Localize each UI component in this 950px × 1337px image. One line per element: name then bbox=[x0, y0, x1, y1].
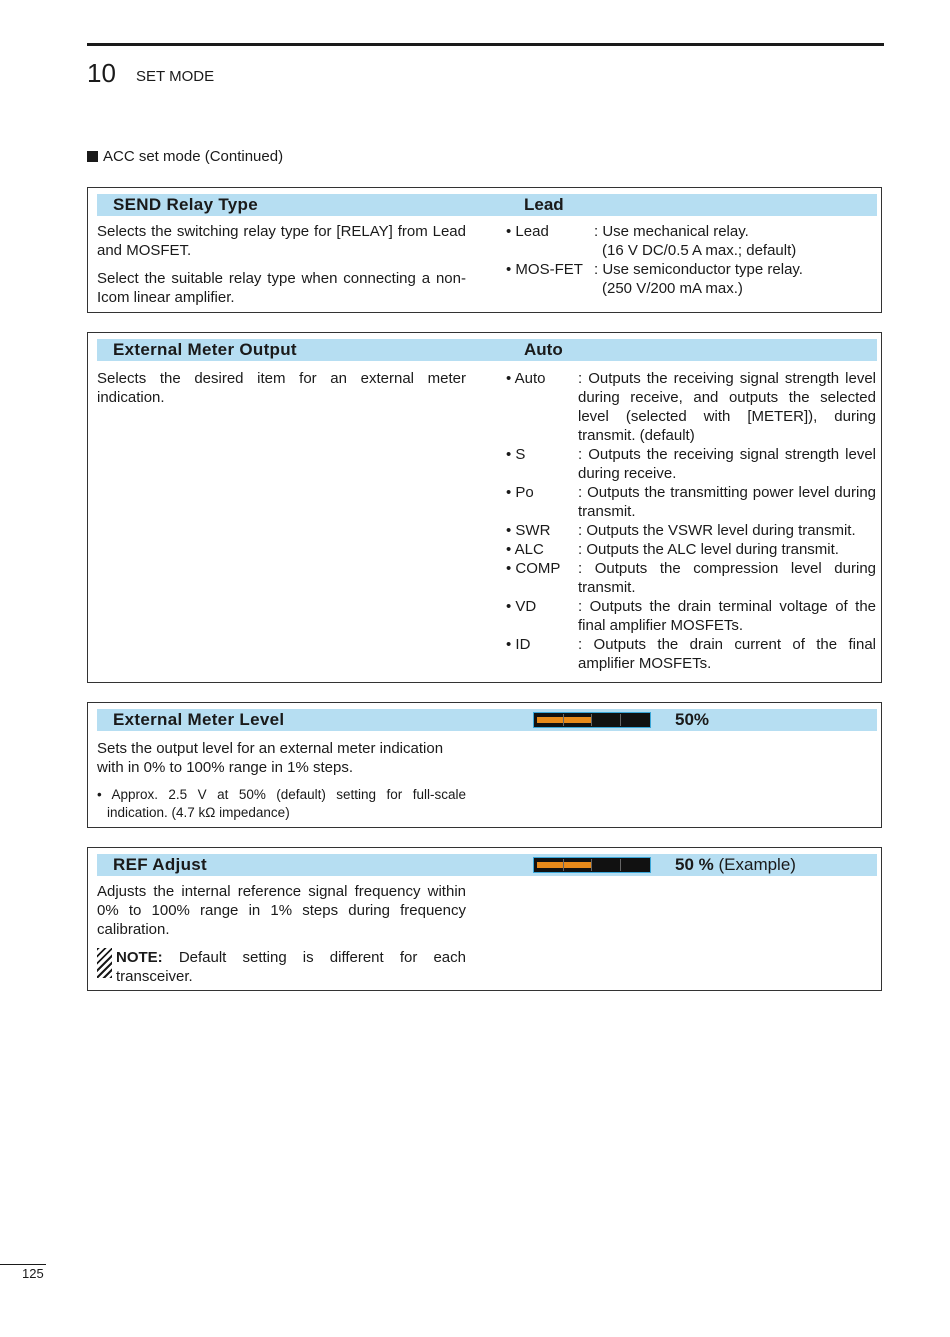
ext-meter-output-header bbox=[97, 339, 877, 361]
option-key: • Lead bbox=[506, 223, 549, 240]
level-meter-icon bbox=[533, 712, 651, 728]
ref-adjust-name: REF Adjust bbox=[113, 855, 207, 874]
note-hatch-icon bbox=[97, 948, 112, 978]
meter-divider bbox=[563, 714, 564, 726]
ref-adjust-note bbox=[97, 948, 466, 986]
option-text: : Outputs the transmitting power level during transmit. bbox=[578, 484, 876, 520]
chapter-number: 10 bbox=[87, 58, 116, 88]
option-desc: : Use semiconductor type relay. bbox=[594, 261, 803, 278]
external-meter-output-box bbox=[87, 332, 882, 683]
ext-meter-output-desc: Selects the desired item for an external meter indication. bbox=[97, 370, 466, 406]
list-item bbox=[506, 540, 876, 559]
ref-adjust-value-suffix: (Example) bbox=[718, 855, 796, 874]
ref-adjust-box bbox=[87, 847, 882, 991]
send-relay-options bbox=[506, 222, 876, 298]
ref-adjust-description bbox=[97, 882, 466, 986]
option-text: : Outputs the compression level during transmit. bbox=[578, 560, 876, 596]
ext-meter-output-name: External Meter Output bbox=[113, 340, 297, 359]
option-key: • Po bbox=[506, 484, 534, 501]
send-relay-desc-1: Selects the switching relay type for [RELAY] from Lead and MOSFET. bbox=[97, 223, 466, 259]
option-text bbox=[594, 222, 876, 260]
option-key: • MOS-FET bbox=[506, 261, 583, 278]
meter-divider bbox=[563, 859, 564, 871]
ext-meter-level-header bbox=[97, 709, 877, 731]
meter-fill bbox=[537, 862, 592, 868]
option-text: : Outputs the drain current of the final amplifier MOSFETs. bbox=[578, 636, 876, 672]
list-item bbox=[506, 369, 876, 445]
chapter-title: SET MODE bbox=[136, 68, 215, 85]
external-meter-level-box bbox=[87, 702, 882, 828]
send-relay-description bbox=[97, 222, 466, 316]
option-key: • ALC bbox=[506, 541, 544, 558]
list-item bbox=[506, 559, 876, 597]
ref-adjust-value bbox=[675, 855, 796, 875]
meter-divider bbox=[620, 859, 621, 871]
option-sub: (16 V DC/0.5 A max.; default) bbox=[602, 242, 797, 259]
send-relay-type-box bbox=[87, 187, 882, 313]
option-text: : Outputs the receiving signal strength level during receive, and outputs the selected level (selected with [METER]), during transmit. (default) bbox=[578, 370, 876, 444]
meter-fill bbox=[537, 717, 592, 723]
option-key: • COMP bbox=[506, 560, 561, 577]
option-key: • SWR bbox=[506, 522, 551, 539]
ref-adjust-desc: Adjusts the internal reference signal frequency within 0% to 100% range in 1% steps during frequency calibration. bbox=[97, 883, 466, 938]
option-sub: (250 V/200 mA max.) bbox=[602, 280, 743, 297]
option-key: • VD bbox=[506, 598, 537, 615]
meter-divider bbox=[620, 714, 621, 726]
ref-adjust-value-number: 50 % bbox=[675, 855, 714, 874]
bottom-rule bbox=[0, 1264, 46, 1265]
list-item bbox=[506, 222, 876, 260]
option-text: : Outputs the receiving signal strength level during receive. bbox=[578, 446, 876, 482]
note-label: NOTE: bbox=[116, 949, 163, 966]
section-heading-text: ACC set mode (Continued) bbox=[103, 148, 284, 165]
page-number: 125 bbox=[22, 1266, 44, 1281]
ext-meter-level-description bbox=[97, 739, 466, 822]
level-meter-icon bbox=[533, 857, 651, 873]
list-item bbox=[506, 445, 876, 483]
send-relay-name: SEND Relay Type bbox=[113, 195, 258, 214]
note-text: Default setting is different for each transceiver. bbox=[116, 949, 466, 985]
list-item bbox=[506, 521, 876, 540]
ext-meter-output-value: Auto bbox=[524, 340, 563, 359]
top-rule bbox=[87, 43, 884, 46]
ext-meter-output-options bbox=[506, 369, 876, 673]
ext-meter-level-desc: Sets the output level for an external meter indication with in 0% to 100% range in 1% steps. bbox=[97, 740, 444, 776]
option-text: : Outputs the drain terminal voltage of the final amplifier MOSFETs. bbox=[578, 598, 876, 634]
option-text: : Outputs the VSWR level during transmit. bbox=[578, 522, 856, 539]
option-key: • S bbox=[506, 446, 526, 463]
send-relay-value: Lead bbox=[524, 195, 564, 214]
list-item bbox=[506, 597, 876, 635]
square-bullet-icon bbox=[87, 151, 98, 162]
section-heading bbox=[87, 148, 283, 165]
ext-meter-level-value: 50% bbox=[675, 710, 710, 729]
meter-divider bbox=[591, 714, 592, 726]
list-item bbox=[506, 635, 876, 673]
ref-adjust-header bbox=[97, 854, 877, 876]
list-item bbox=[506, 260, 876, 298]
option-key: • Auto bbox=[506, 370, 546, 387]
send-relay-desc-2: Select the suitable relay type when connecting a non-Icom linear amplifier. bbox=[97, 270, 466, 306]
option-text: : Outputs the ALC level during transmit. bbox=[578, 541, 839, 558]
send-relay-header bbox=[97, 194, 877, 216]
list-item bbox=[506, 483, 876, 521]
option-text bbox=[594, 260, 876, 298]
ext-meter-level-note: • Approx. 2.5 V at 50% (default) setting for full-scale indication. (4.7 kΩ impedance) bbox=[97, 787, 466, 820]
meter-divider bbox=[591, 859, 592, 871]
ext-meter-level-name: External Meter Level bbox=[113, 710, 285, 729]
ext-meter-output-description bbox=[97, 369, 466, 416]
option-key: • ID bbox=[506, 636, 531, 653]
option-desc: : Use mechanical relay. bbox=[594, 223, 749, 240]
